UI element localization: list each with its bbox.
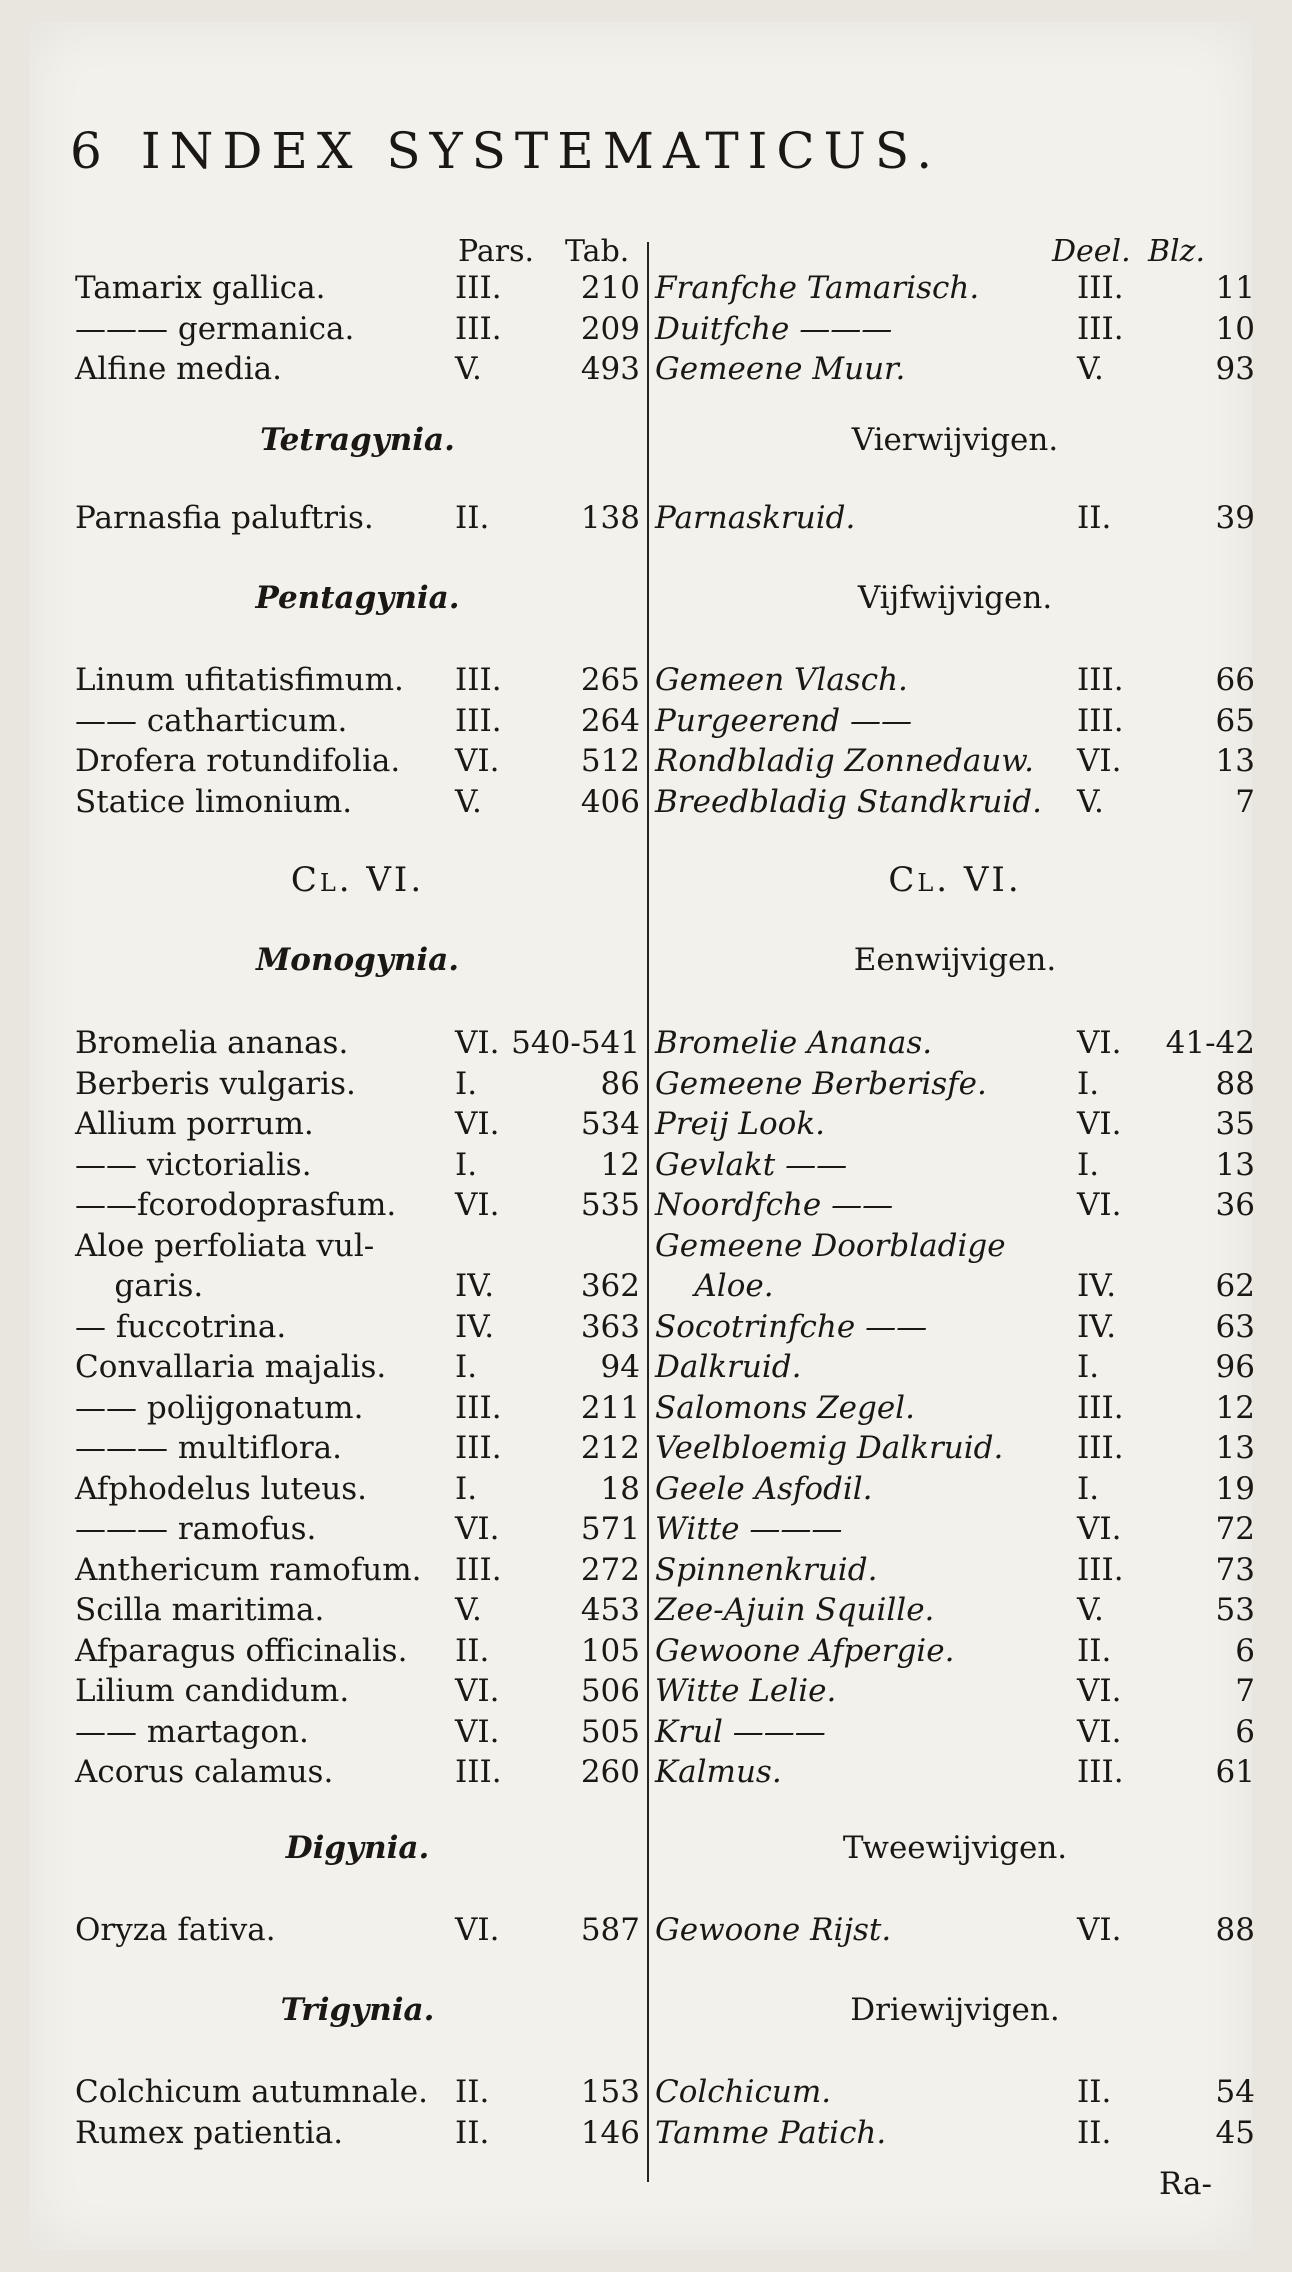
entry-name: Rumex patientia. [75,2114,344,2151]
entry-name: Alfine media. [75,351,282,387]
entry-deel: V. [1077,351,1104,387]
index-entry [75,743,640,787]
entry-blz: 12 [1215,1389,1255,1426]
entry-name: Gemeen Vlasch. [655,662,908,698]
entry-blz: 88 [1215,1912,1255,1948]
entry-name: Colchicum autumnale. [75,2074,428,2110]
entry-deel: III. [1077,702,1124,739]
entry-tab: 571 [580,1511,640,1547]
index-entry [655,1912,1255,1956]
entry-deel: III. [1077,1551,1124,1588]
entry-tab: 153 [580,2074,640,2110]
index-entry [655,743,1255,787]
index-entry [75,1106,640,1150]
section-heading: Tweewijvigen. [842,1830,1068,1866]
index-entry [75,1187,640,1231]
entry-name: Berberis vulgaris. [75,1065,356,1102]
entry-name: Lilium candidum. [75,1673,350,1709]
entry-name: Parnasfia paluftris. [75,500,374,536]
entry-name: Kalmus. [655,1754,782,1790]
entry-deel: III. [1077,1430,1124,1466]
entry-name: Duitfche ——— [655,310,893,347]
index-entry [655,1511,1255,1555]
index-entry [75,1147,640,1191]
entry-name: ——— germanica. [75,310,355,347]
entry-pars: V. [455,351,482,387]
entry-deel: I. [1077,1146,1100,1183]
entry-name: Gewoone Rijst. [655,1912,892,1948]
entry-name: Witte ——— [655,1511,843,1547]
entry-tab: 105 [580,1632,640,1669]
entry-tab: 211 [580,1389,640,1426]
entry-blz: 65 [1215,702,1255,739]
entry-name: Tamarix gallica. [75,270,326,306]
index-entry [655,500,1255,544]
entry-tab: 363 [580,1308,640,1345]
entry-deel: III. [1077,1754,1124,1790]
entry-name: Allium porrum. [75,1106,314,1142]
entry-name: Linum ufitatisfimum. [75,662,404,698]
entry-pars: I. [455,1349,478,1385]
entry-tab: 493 [580,351,640,387]
entry-name: Afphodelus luteus. [75,1470,368,1507]
entry-pars: IV. [455,1308,495,1345]
entry-tab: 210 [580,270,640,306]
index-entry [75,270,640,314]
entry-name: Gemeene Berberisfe. [655,1065,987,1102]
class-heading: Cl. VI. [290,860,425,900]
index-entry [655,1471,1255,1515]
entry-name: Afparagus officinalis. [75,1632,408,1669]
entry-pars: III. [455,1754,502,1790]
entry-blz: 10 [1215,310,1255,347]
entry-tab: 12 [600,1146,640,1183]
entry-tab: 540-541 [511,1025,640,1061]
index-entry [75,500,640,544]
index-entry [75,784,640,828]
entry-name: Krul ——— [655,1713,826,1750]
index-entry [75,1349,640,1393]
entry-blz: 7 [1235,783,1255,820]
entry-deel: III. [1077,310,1124,347]
entry-name: Parnaskruid. [655,500,856,536]
index-entry [75,351,640,395]
entry-tab: 138 [580,500,640,536]
entry-name: —— catharticum. [75,702,348,739]
entry-deel: II. [1077,2114,1112,2151]
entry-deel: VI. [1077,1025,1122,1061]
entry-name: Geele Asfodil. [655,1470,873,1507]
index-entry [655,1390,1255,1434]
entry-name: Acorus calamus. [75,1754,334,1790]
entry-name: Rondbladig Zonnedauw. [655,743,1034,779]
entry-deel: VI. [1077,743,1122,779]
index-entry [75,1430,640,1474]
entry-name: Aloe. [655,1268,774,1304]
page-number: 6 [70,122,111,180]
entry-deel: I. [1077,1349,1100,1385]
entry-blz: 39 [1215,500,1255,536]
entry-name: Colchicum. [655,2074,832,2110]
index-entry [75,1025,640,1069]
entry-deel: I. [1077,1470,1100,1507]
entry-pars: II. [455,500,490,536]
col-header-tab: Tab. [565,234,630,269]
entry-blz: 6 [1235,1632,1255,1669]
entry-pars: V. [455,783,482,820]
entry-pars: III. [455,1389,502,1426]
entry-name: Aloe perfoliata vul- [75,1227,375,1264]
entry-blz: 7 [1235,1673,1255,1709]
entry-name: Gemeene Muur. [655,351,906,387]
section-heading: Driewijvigen. [850,1992,1060,2028]
entry-pars: VI. [455,1106,500,1142]
entry-name: ——fcorodoprasfum. [75,1187,397,1223]
entry-pars: IV. [455,1268,495,1304]
entry-pars: III. [455,310,502,347]
entry-deel: VI. [1077,1187,1122,1223]
entry-name: —— martagon. [75,1713,309,1750]
entry-deel: III. [1077,270,1124,306]
entry-pars: III. [455,1430,502,1466]
entry-name: Bromelia ananas. [75,1025,349,1061]
entry-name: Breedbladig Standkruid. [655,783,1043,820]
entry-tab: 86 [600,1065,640,1102]
entry-blz: 62 [1215,1268,1255,1304]
entry-name: Spinnenkruid. [655,1551,878,1588]
entry-tab: 265 [580,662,640,698]
entry-name: Gewoone Afpergie. [655,1632,955,1669]
index-entry [655,1754,1255,1798]
entry-name: Dalkruid. [655,1349,802,1385]
index-entry [655,2115,1255,2159]
entry-name: Gemeene Doorbladige [655,1227,1006,1264]
entry-deel: II. [1077,2074,1112,2110]
index-entry [655,2074,1255,2118]
index-entry [75,1912,640,1956]
entry-tab: 212 [580,1430,640,1466]
index-entry [655,662,1255,706]
index-entry [75,1390,640,1434]
entry-deel: VI. [1077,1912,1122,1948]
catchword: Ra- [1158,2166,1212,2202]
entry-name: Socotrinfche —— [655,1308,928,1345]
entry-deel: I. [1077,1065,1100,1102]
entry-name: Preij Look. [655,1106,825,1142]
entry-tab: 453 [580,1592,640,1628]
entry-deel: VI. [1077,1511,1122,1547]
entry-name: Statice limonium. [75,783,353,820]
index-entry [655,1552,1255,1596]
index-entry [655,1187,1255,1231]
entry-name: Witte Lelie. [655,1673,837,1709]
entry-blz: 88 [1215,1065,1255,1102]
entry-deel: II. [1077,500,1112,536]
section-heading: Trigynia. [280,1992,435,2028]
entry-deel: VI. [1077,1713,1122,1750]
entry-pars: III. [455,1551,502,1588]
entry-tab: 362 [580,1268,640,1304]
entry-blz: 96 [1215,1349,1255,1385]
entry-blz: 13 [1215,743,1255,779]
entry-deel: V. [1077,1592,1104,1628]
index-entry [655,703,1255,747]
entry-pars: VI. [455,1713,500,1750]
entry-deel: VI. [1077,1673,1122,1709]
entry-tab: 506 [580,1673,640,1709]
index-entry [75,1268,640,1312]
entry-pars: III. [455,270,502,306]
entry-tab: 406 [580,783,640,820]
index-entry [75,1673,640,1717]
entry-pars: III. [455,702,502,739]
index-entry [75,1714,640,1758]
entry-tab: 94 [600,1349,640,1385]
entry-blz: 45 [1215,2114,1255,2151]
entry-blz: 63 [1215,1308,1255,1345]
index-entry [75,1592,640,1636]
entry-tab: 505 [580,1713,640,1750]
entry-name: Anthericum ramofum. [75,1551,422,1588]
entry-blz: 13 [1215,1430,1255,1466]
index-entry [75,1754,640,1798]
entry-deel: III. [1077,662,1124,698]
entry-blz: 61 [1215,1754,1255,1790]
section-heading: Eenwijvigen. [853,942,1057,978]
index-entry [655,1714,1255,1758]
entry-deel: II. [1077,1632,1112,1669]
index-entry [655,311,1255,355]
index-entry [75,1633,640,1677]
entry-pars: VI. [455,743,500,779]
entry-pars: I. [455,1146,478,1183]
entry-name: Bromelie Ananas. [655,1025,933,1061]
entry-name: Tamme Patich. [655,2114,887,2151]
latin-column [75,22,640,2250]
index-entry [655,1106,1255,1150]
index-entry [655,784,1255,828]
col-header-deel: Deel. [1052,234,1131,269]
index-entry [655,1592,1255,1636]
section-heading: Vierwijvigen. [851,422,1059,458]
entry-pars: II. [455,2074,490,2110]
entry-pars: V. [455,1592,482,1628]
index-entry [75,1066,640,1110]
index-entry [655,1147,1255,1191]
entry-tab: 534 [580,1106,640,1142]
entry-blz: 66 [1215,662,1255,698]
col-header-pars: Pars. [458,234,534,269]
entry-blz: 93 [1215,351,1255,387]
index-entry [75,1552,640,1596]
entry-blz: 11 [1215,270,1255,306]
entry-tab: 18 [600,1470,640,1507]
col-header-blz: Blz. [1148,234,1205,269]
index-entry [75,1228,640,1272]
index-entry [655,270,1255,314]
entry-name: Oryza fativa. [75,1912,276,1948]
index-entry [655,1025,1255,1069]
entry-pars: VI. [455,1511,500,1547]
entry-blz: 41-42 [1165,1025,1255,1061]
entry-blz: 72 [1215,1511,1255,1547]
entry-name: Scilla maritima. [75,1592,325,1628]
entry-pars: II. [455,2114,490,2151]
entry-name: Purgeerend —— [655,702,913,739]
entry-blz: 36 [1215,1187,1255,1223]
index-entry [75,311,640,355]
entry-name: Veelbloemig Dalkruid. [655,1430,1004,1466]
index-entry [75,2074,640,2118]
entry-name: Franfche Tamarisch. [655,270,980,306]
entry-pars: VI. [455,1912,500,1948]
index-entry [75,2115,640,2159]
entry-blz: 6 [1235,1713,1255,1750]
index-entry [655,1349,1255,1393]
entry-deel: V. [1077,783,1104,820]
entry-deel: III. [1077,1389,1124,1426]
index-entry [655,351,1255,395]
entry-blz: 13 [1215,1146,1255,1183]
entry-deel: VI. [1077,1106,1122,1142]
entry-pars: III. [455,662,502,698]
page-title: INDEX SYSTEMATICUS. [140,122,942,180]
section-heading: Tetragynia. [260,422,455,458]
section-heading: Digynia. [285,1830,430,1866]
entry-deel: IV. [1077,1268,1117,1304]
book-page [30,22,1255,2250]
entry-tab: 272 [580,1551,640,1588]
entry-name: garis. [75,1268,204,1304]
index-entry [75,662,640,706]
index-entry [655,1673,1255,1717]
index-entry [655,1309,1255,1353]
section-heading: Pentagynia. [255,580,460,616]
index-entry [75,703,640,747]
class-heading: Cl. VI. [888,860,1022,900]
entry-deel: IV. [1077,1308,1117,1345]
entry-tab: 264 [580,702,640,739]
dutch-column [655,22,1255,2250]
entry-tab: 535 [580,1187,640,1223]
index-entry [75,1471,640,1515]
entry-name: Zee-Ajuin Squille. [655,1592,935,1628]
entry-name: Noordfche —— [655,1187,894,1223]
entry-pars: VI. [455,1025,500,1061]
index-entry [75,1309,640,1353]
index-entry [655,1633,1255,1677]
entry-name: ——— multiflora. [75,1430,342,1466]
entry-name: Drofera rotundifolia. [75,743,401,779]
entry-tab: 512 [580,743,640,779]
section-heading: Monogynia. [255,942,460,978]
entry-pars: VI. [455,1673,500,1709]
index-entry [655,1268,1255,1312]
index-entry [655,1066,1255,1110]
entry-tab: 587 [580,1912,640,1948]
entry-name: —— polijgonatum. [75,1389,364,1426]
entry-blz: 53 [1215,1592,1255,1628]
entry-tab: 260 [580,1754,640,1790]
entry-name: Salomons Zegel. [655,1389,915,1426]
entry-pars: II. [455,1632,490,1669]
column-divider [647,242,649,2182]
entry-blz: 73 [1215,1551,1255,1588]
entry-tab: 209 [580,310,640,347]
index-entry [655,1228,1255,1272]
entry-tab: 146 [580,2114,640,2151]
entry-blz: 35 [1215,1106,1255,1142]
entry-name: —— victorialis. [75,1146,312,1183]
section-heading: Vijfwijvigen. [857,580,1053,616]
entry-name: — fuccotrina. [75,1308,287,1345]
entry-name: Gevlakt —— [655,1146,848,1183]
entry-pars: VI. [455,1187,500,1223]
entry-pars: I. [455,1470,478,1507]
entry-name: ——— ramofus. [75,1511,317,1547]
entry-name: Convallaria majalis. [75,1349,387,1385]
index-entry [655,1430,1255,1474]
entry-blz: 19 [1215,1470,1255,1507]
entry-blz: 54 [1215,2074,1255,2110]
index-entry [75,1511,640,1555]
entry-pars: I. [455,1065,478,1102]
